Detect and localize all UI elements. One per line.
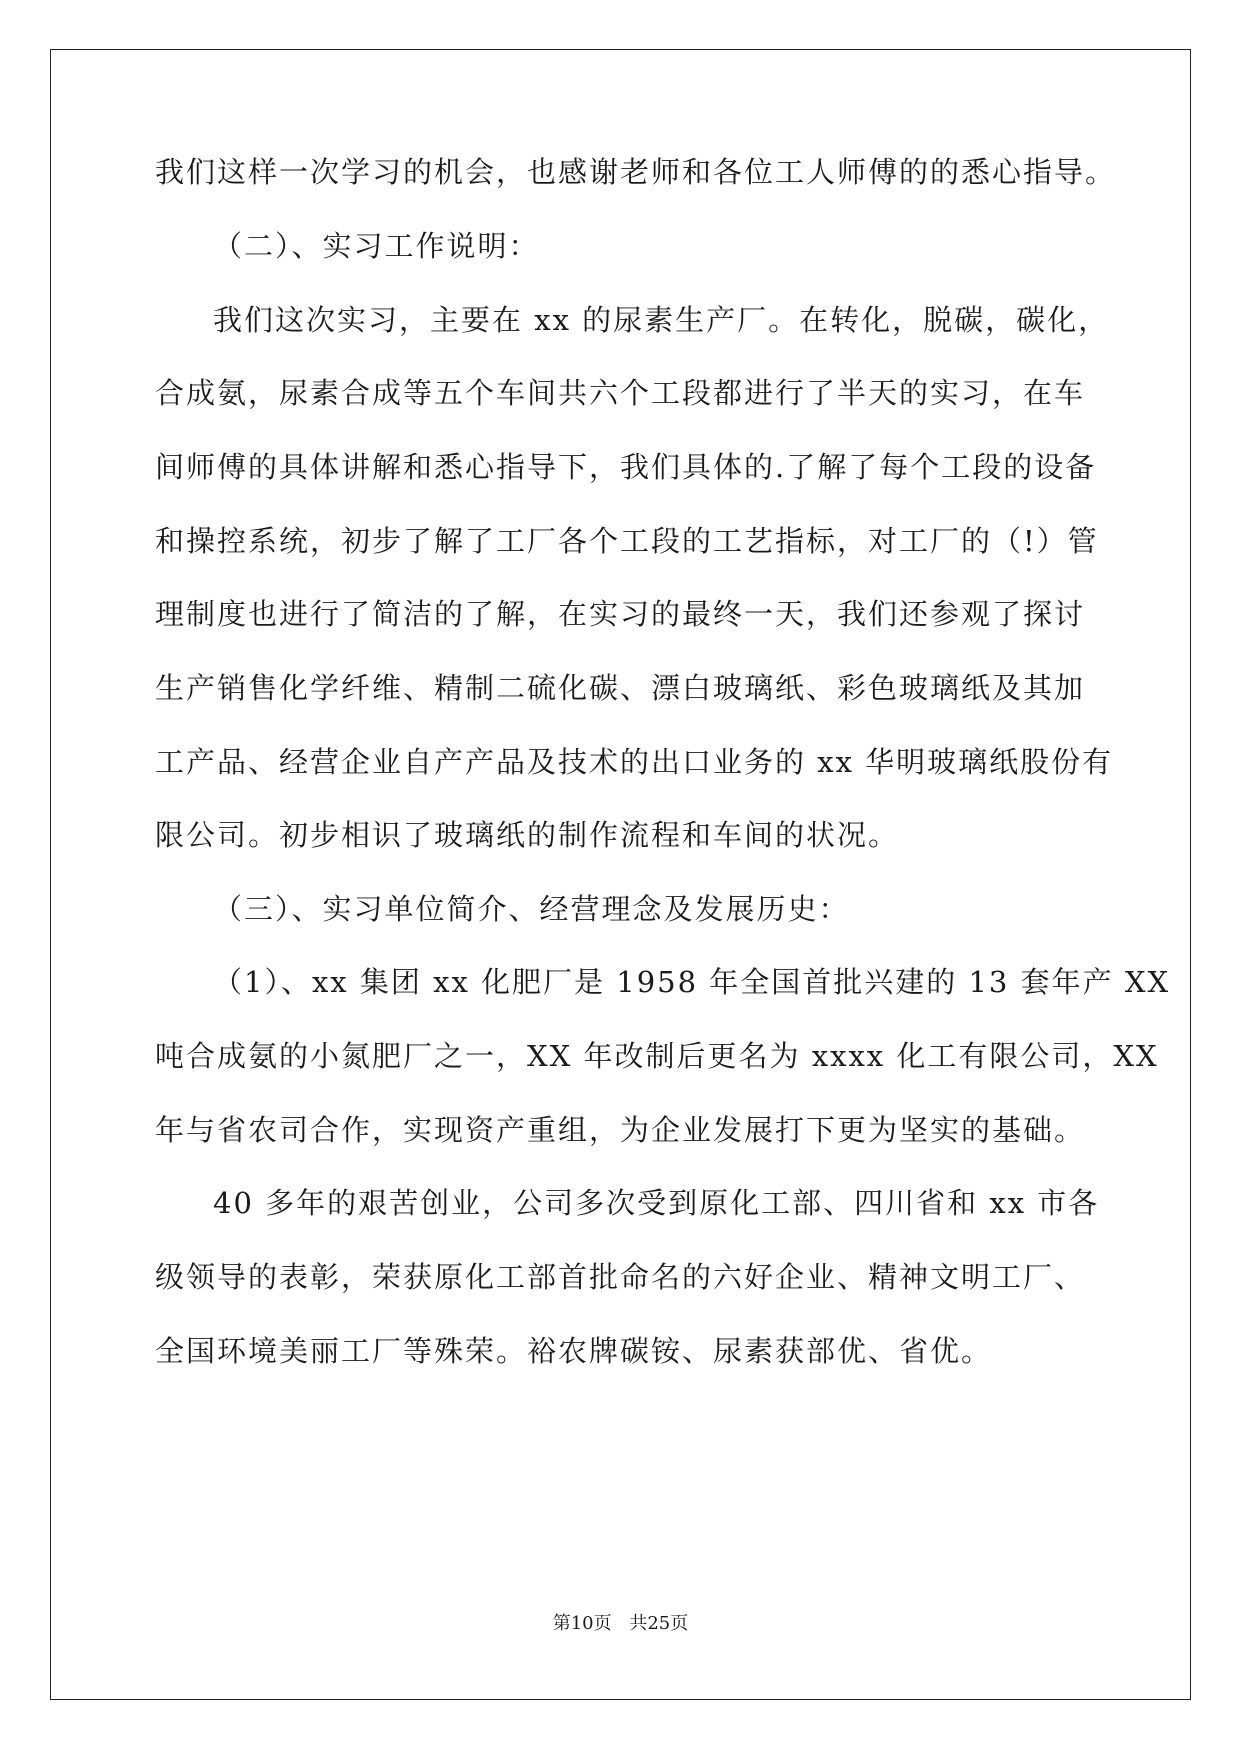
text-line-4: 合成氨，尿素合成等五个车间共六个工段都进行了半天的实习，在车 (155, 376, 1086, 410)
text-line-5: 间师傅的具体讲解和悉心指导下，我们具体的.了解了每个工段的设备 (155, 450, 1097, 484)
text-line-13: 吨合成氨的小氮肥厂之一，XX 年改制后更名为 xxxx 化工有限公司，XX (155, 1039, 1159, 1073)
page-total: 共25页 (629, 1613, 689, 1634)
text-line-1: 我们这样一次学习的机会，也感谢老师和各位工人师傅的的悉心指导。 (155, 155, 1117, 189)
page-footer (0, 1612, 1241, 1636)
text-line-12: （1）、xx 集团 xx 化肥厂是 1958 年全国首批兴建的 13 套年产 XX (213, 965, 1171, 999)
text-line-9: 工产品、经营企业自产产品及技术的出口业务的 xx 华明玻璃纸股份有 (155, 745, 1114, 779)
text-line-17: 全国环境美丽工厂等殊荣。裕农牌碳铵、尿素获部优、省优。 (155, 1334, 993, 1368)
text-line-8: 生产销售化学纤维、精制二硫化碳、漂白玻璃纸、彩色玻璃纸及其加 (155, 671, 1086, 705)
text-line-10: 限公司。初步相识了玻璃纸的制作流程和车间的状况。 (155, 818, 900, 852)
section-heading-3: （三）、实习单位简介、经营理念及发展历史： (213, 892, 850, 926)
page-number: 第10页 (552, 1613, 612, 1634)
text-line-14: 年与省农司合作，实现资产重组，为企业发展打下更为坚实的基础。 (155, 1113, 1086, 1147)
text-line-7: 理制度也进行了简洁的了解，在实习的最终一天，我们还参观了探讨 (155, 597, 1086, 631)
text-line-16: 级领导的表彰，荣获原化工部首批命名的六好企业、精神文明工厂、 (155, 1260, 1086, 1294)
section-heading-2: （二）、实习工作说明： (213, 229, 540, 263)
page-border (50, 49, 1191, 1700)
text-line-3: 我们这次实习，主要在 xx 的尿素生产厂。在转化，脱碳，碳化， (213, 303, 1110, 337)
text-line-6: 和操控系统，初步了解了工厂各个工段的工艺指标，对工厂的（!）管 (155, 524, 1099, 558)
text-line-15: 40 多年的艰苦创业，公司多次受到原化工部、四川省和 xx 市各 (213, 1186, 1100, 1220)
